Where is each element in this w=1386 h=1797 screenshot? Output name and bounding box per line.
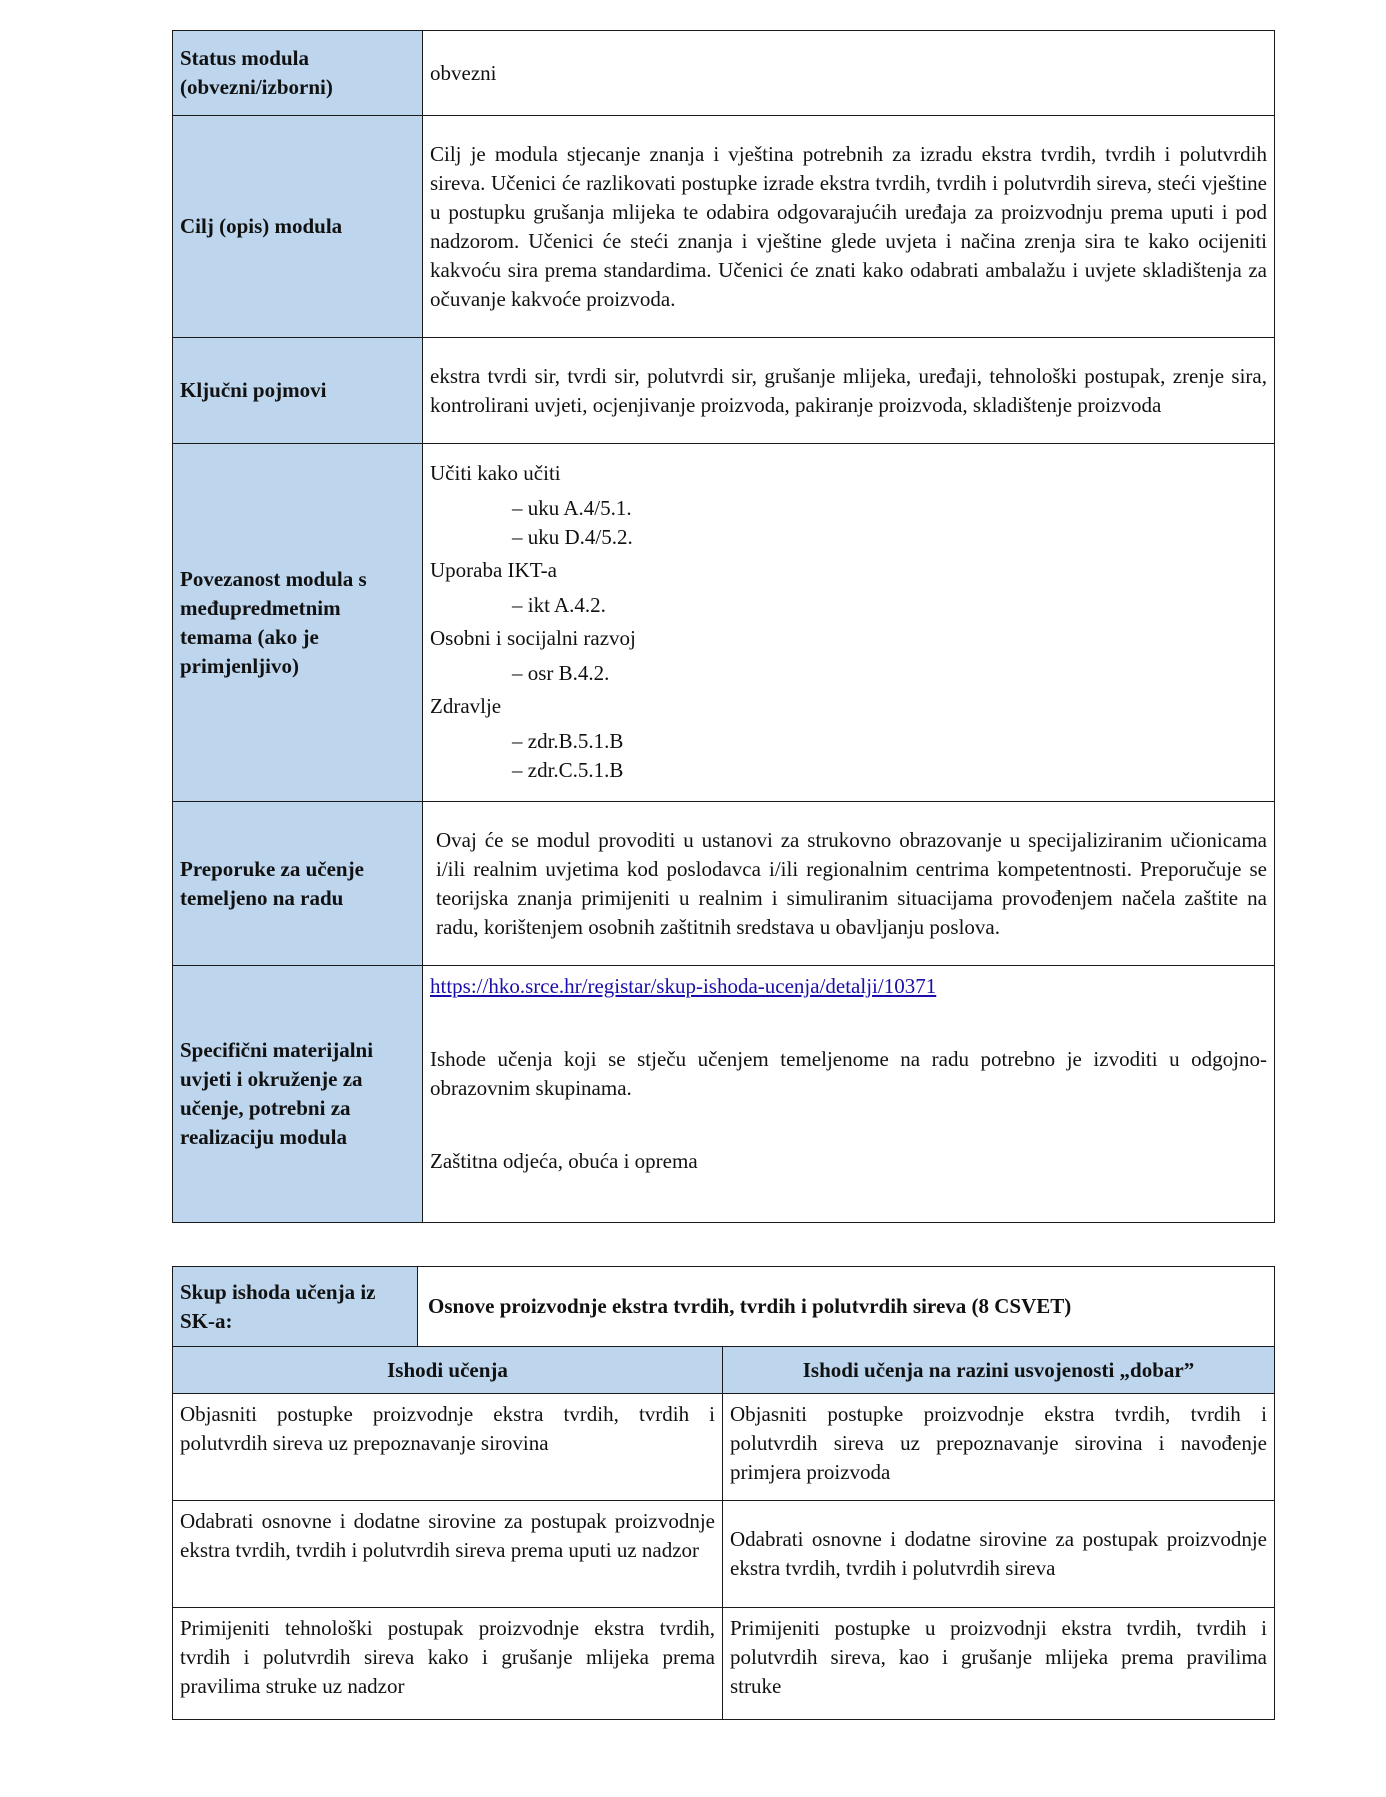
group-item: – osr B.4.2. [512,660,610,685]
keywords-row [173,338,1275,444]
col-header-outcomes: Ishodi učenja [173,1347,723,1394]
group-item: – uku D.4/5.2. [512,524,633,549]
module-info-table [172,30,1275,1223]
group-item: – zdr.B.5.1.B [512,728,624,753]
good-level-cell: Odabrati osnovne i dodatne sirovine za postupak proizvodnje ekstra tvrdih, tvrdih i polutvrdih sireva [723,1501,1275,1608]
outcome-row [173,1501,1275,1608]
good-level-cell: Objasniti postupke proizvodnje ekstra tvrdih, tvrdih i polutvrdih sireva uz prepoznavanje sirovina i navođenje primjera proizvoda [723,1394,1275,1501]
conditions-value [423,966,1275,1223]
outcome-row [173,1394,1275,1501]
status-label: Status modula (obvezni/izborni) [173,31,423,116]
group-item: – uku A.4/5.1. [512,495,632,520]
keywords-label: Ključni pojmovi [173,338,423,444]
cross-curricular-value [423,444,1275,802]
goal-label: Cilj (opis) modula [173,116,423,338]
outcome-set-row [173,1267,1275,1347]
outcome-row [173,1608,1275,1720]
status-value: obvezni [423,31,1275,116]
group-item: – zdr.C.5.1.B [512,757,624,782]
group-title: Zdravlje [430,693,502,718]
outcome-header-row [173,1347,1275,1394]
good-level-cell: Primijeniti postupke u proizvodnji ekstra tvrdih, tvrdih i polutvrdih sireva, kao i grušanje mlijeka prema pravilima struke [723,1608,1275,1720]
work-based-value: Ovaj će se modul provoditi u ustanovi za strukovno obrazovanje u specijaliziranim učionicama i/ili realnim uvjetima kod poslodavca i/ili regionalnim centrima kompetentnosti. Preporučuje se teorijska znanja primijeniti u realnim i simuliranim situacijama provođenjem načela zaštite na radu, korištenjem osobnih zaštitnih sredstava u obavljanju poslova. [423,802,1275,966]
cross-curricular-row [173,444,1275,802]
group-title: Osobni i socijalni razvoj [430,625,636,650]
goal-value: Cilj je modula stjecanje znanja i vještina potrebnih za izradu ekstra tvrdih, tvrdih i polutvrdih sireva. Učenici će razlikovati postupke izrade ekstra tvrdih, tvrdih i polutvrdih sireva, steći vještine u postupku grušanja mlijeka te odabira odgovarajućih uređaja za proizvodnju prema uputi i pod nadzorom. Učenici će steći znanja i vještine glede uvjeta i načina zrenja sira te kako ocijeniti kakvoću sira prema standardima. Učenici će znati kako odabrati ambalažu i uvjete skladištenja za očuvanje kakvoće proizvoda. [423,116,1275,338]
cross-curricular-label: Povezanost modula s međupredmetnim temama (ako je primjenljivo) [173,444,423,802]
group-title: Uporaba IKT-a [430,557,557,582]
conditions-paragraph: Ishode učenja koji se stječu učenjem temeljenome na radu potrebno je izvoditi u odgojno-obrazovnim skupinama. [430,1047,1267,1100]
work-based-label: Preporuke za učenje temeljeno na radu [173,802,423,966]
status-row [173,31,1275,116]
outcome-set-title: Osnove proizvodnje ekstra tvrdih, tvrdih i polutvrdih sireva (8 CSVET) [428,1294,1072,1318]
outcome-set-label: Skup ishoda učenja iz SK-a: [173,1267,418,1346]
conditions-row [173,966,1275,1223]
group-title: Učiti kako učiti [430,460,561,485]
goal-row [173,116,1275,338]
learning-outcomes-table [172,1266,1275,1720]
outcome-cell: Odabrati osnovne i dodatne sirovine za postupak proizvodnje ekstra tvrdih, tvrdih i polutvrdih sireva prema uputi uz nadzor [173,1501,723,1608]
conditions-equipment: Zaštitna odjeća, obuća i oprema [430,1149,698,1173]
outcome-cell: Objasniti postupke proizvodnje ekstra tvrdih, tvrdih i polutvrdih sireva uz prepoznavanje sirovina [173,1394,723,1501]
outcome-cell: Primijeniti tehnološki postupak proizvodnje ekstra tvrdih, tvrdih i polutvrdih sireva kako i grušanje mlijeka prema pravilima struke uz nadzor [173,1608,723,1720]
work-based-row [173,802,1275,966]
col-header-good-level: Ishodi učenja na razini usvojenosti „dobar” [723,1347,1275,1394]
keywords-value: ekstra tvrdi sir, tvrdi sir, polutvrdi sir, grušanje mlijeka, uređaji, tehnološki postupak, zrenje sira, kontrolirani uvjeti, ocjenjivanje proizvoda, pakiranje proizvoda, skladištenje proizvoda [423,338,1275,444]
conditions-label: Specifični materijalni uvjeti i okruženje za učenje, potrebni za realizaciju modula [173,966,423,1223]
group-item: – ikt A.4.2. [512,592,606,617]
hko-register-link[interactable]: https://hko.srce.hr/registar/skup-ishoda-ucenja/detalji/10371 [430,974,937,998]
